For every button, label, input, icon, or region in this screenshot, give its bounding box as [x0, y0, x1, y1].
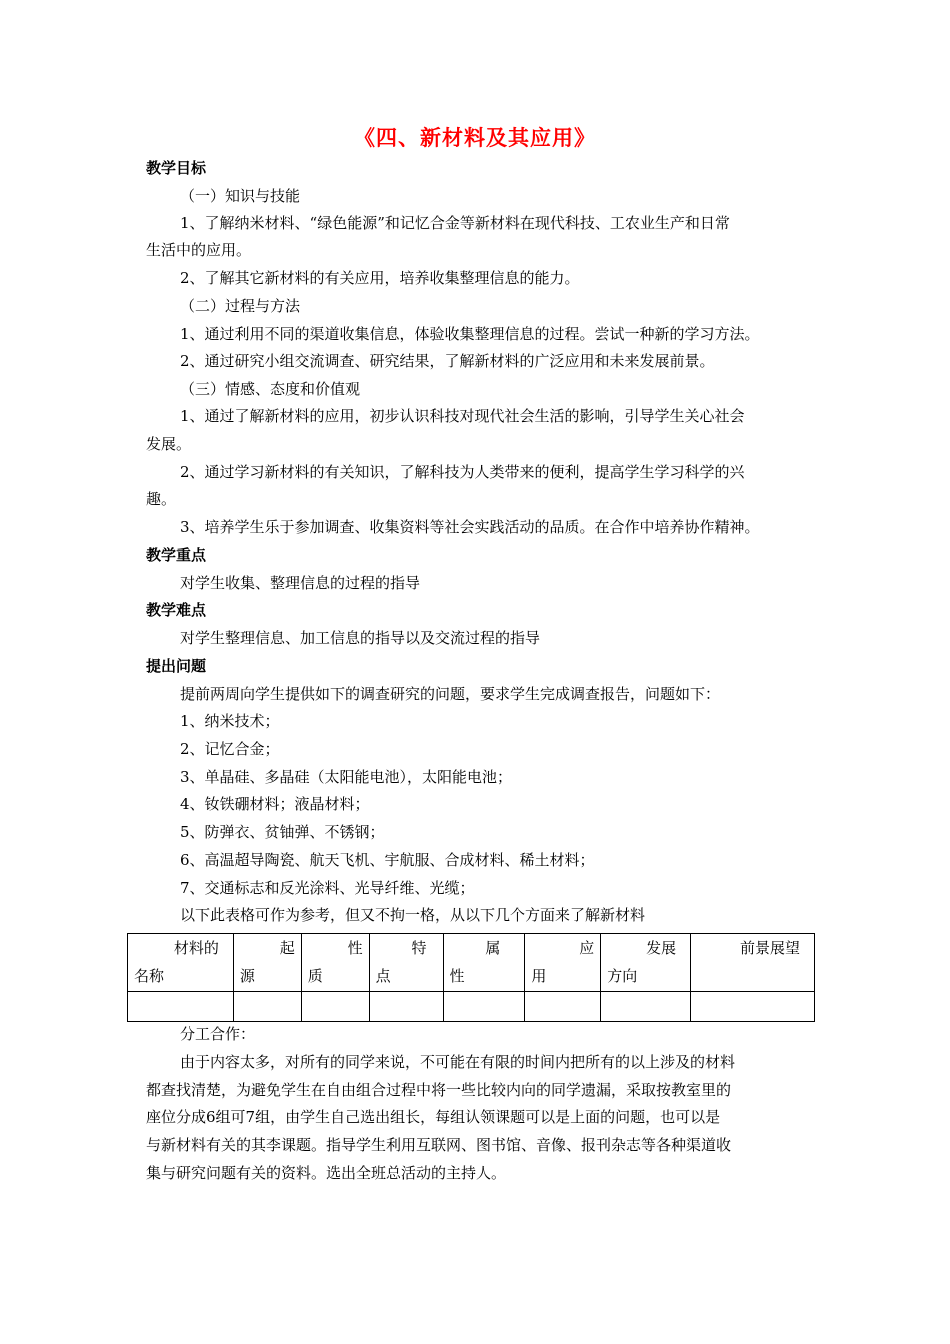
heading-questions: 提出问题 — [146, 657, 207, 675]
subheading-process-method: （二）过程与方法 — [180, 297, 301, 315]
goal-knowledge-2: 2、了解其它新材料的有关应用，培养收集整理信息的能力。 — [180, 269, 580, 287]
table-header-cell: 性 质 — [301, 934, 369, 992]
question-item: 2、记忆合金； — [180, 740, 280, 758]
table-cell — [691, 992, 815, 1022]
question-item: 6、高温超导陶瓷、航天飞机、宇航服、合成材料、稀土材料； — [180, 851, 595, 869]
goal-process-2: 2、通过研究小组交流调查、研究结果，了解新材料的广泛应用和未来发展前景。 — [180, 352, 715, 370]
table-header-cell: 前景展望 — [691, 934, 815, 992]
table-cell — [525, 992, 601, 1022]
questions-intro: 提前两周向学生提供如下的调查研究的问题，要求学生完成调查报告，问题如下： — [180, 685, 721, 703]
document-title: 《四、新材料及其应用》 — [354, 125, 596, 150]
table-cell — [233, 992, 301, 1022]
heading-teaching-goals: 教学目标 — [146, 159, 207, 177]
materials-table — [127, 933, 815, 1022]
difficulties-text: 对学生整理信息、加工信息的指导以及交流过程的指导 — [180, 629, 541, 647]
table-header-cell: 材料的 名称 — [128, 934, 234, 992]
goal-knowledge-1a: 1、了解纳米材料、“绿色能源”和记忆合金等新材料在现代科技、工农业生产和日常 — [180, 214, 730, 232]
table-row — [128, 992, 815, 1022]
table-header-cell: 特 点 — [369, 934, 443, 992]
division-line: 座位分成6组可7组，由学生自己选出组长，每组认领课题可以是上面的问题，也可以是 — [146, 1108, 721, 1126]
subheading-emotion-values: （三）情感、态度和价值观 — [180, 380, 361, 398]
goal-knowledge-1b: 生活中的应用。 — [146, 241, 252, 259]
division-heading: 分工合作： — [180, 1025, 256, 1043]
question-item: 5、防弹衣、贫铀弹、不锈钢； — [180, 823, 385, 841]
question-item: 4、钕铁硼材料；液晶材料； — [180, 795, 370, 813]
table-cell — [128, 992, 234, 1022]
goal-process-1: 1、通过利用不同的渠道收集信息，体验收集整理信息的过程。尝试一种新的学习方法。 — [180, 325, 760, 343]
key-points-text: 对学生收集、整理信息的过程的指导 — [180, 574, 421, 592]
question-item: 3、单晶硅、多晶硅（太阳能电池），太阳能电池； — [180, 768, 513, 786]
table-cell — [369, 992, 443, 1022]
division-line: 都查找清楚，为避免学生在自由组合过程中将一些比较内向的同学遗漏，采取按教室里的 — [146, 1081, 732, 1099]
table-cell — [301, 992, 369, 1022]
subheading-knowledge-skills: （一）知识与技能 — [180, 187, 301, 205]
table-intro: 以下此表格可作为参考，但又不拘一格，从以下几个方面来了解新材料 — [180, 906, 646, 924]
goal-emotion-3: 3、培养学生乐于参加调查、收集资料等社会实践活动的品质。在合作中培养协作精神。 — [180, 518, 760, 536]
question-item: 7、交通标志和反光涂料、光导纤维、光缆； — [180, 879, 475, 897]
table-header-cell: 起 源 — [233, 934, 301, 992]
table-header-row — [128, 934, 815, 992]
table-header-cell: 发展 方向 — [601, 934, 691, 992]
goal-emotion-1b: 发展。 — [146, 435, 192, 453]
question-item: 1、纳米技术； — [180, 712, 280, 730]
table-header-cell: 应 用 — [525, 934, 601, 992]
heading-key-points: 教学重点 — [146, 546, 207, 564]
division-line: 集与研究问题有关的资料。选出全班总活动的主持人。 — [146, 1164, 507, 1182]
heading-difficulties: 教学难点 — [146, 601, 207, 619]
table-header-cell: 属 性 — [443, 934, 525, 992]
division-line: 与新材料有关的其李课题。指导学生利用互联网、图书馆、音像、报刊杂志等各种渠道收 — [146, 1136, 732, 1154]
table-cell — [601, 992, 691, 1022]
goal-emotion-1a: 1、通过了解新材料的应用，初步认识科技对现代社会生活的影响，引导学生关心社会 — [180, 407, 745, 425]
goal-emotion-2b: 趣。 — [146, 490, 177, 508]
goal-emotion-2a: 2、通过学习新材料的有关知识，了解科技为人类带来的便利，提高学生学习科学的兴 — [180, 463, 745, 481]
division-line: 由于内容太多，对所有的同学来说，不可能在有限的时间内把所有的以上涉及的材料 — [180, 1053, 736, 1071]
table-cell — [443, 992, 525, 1022]
